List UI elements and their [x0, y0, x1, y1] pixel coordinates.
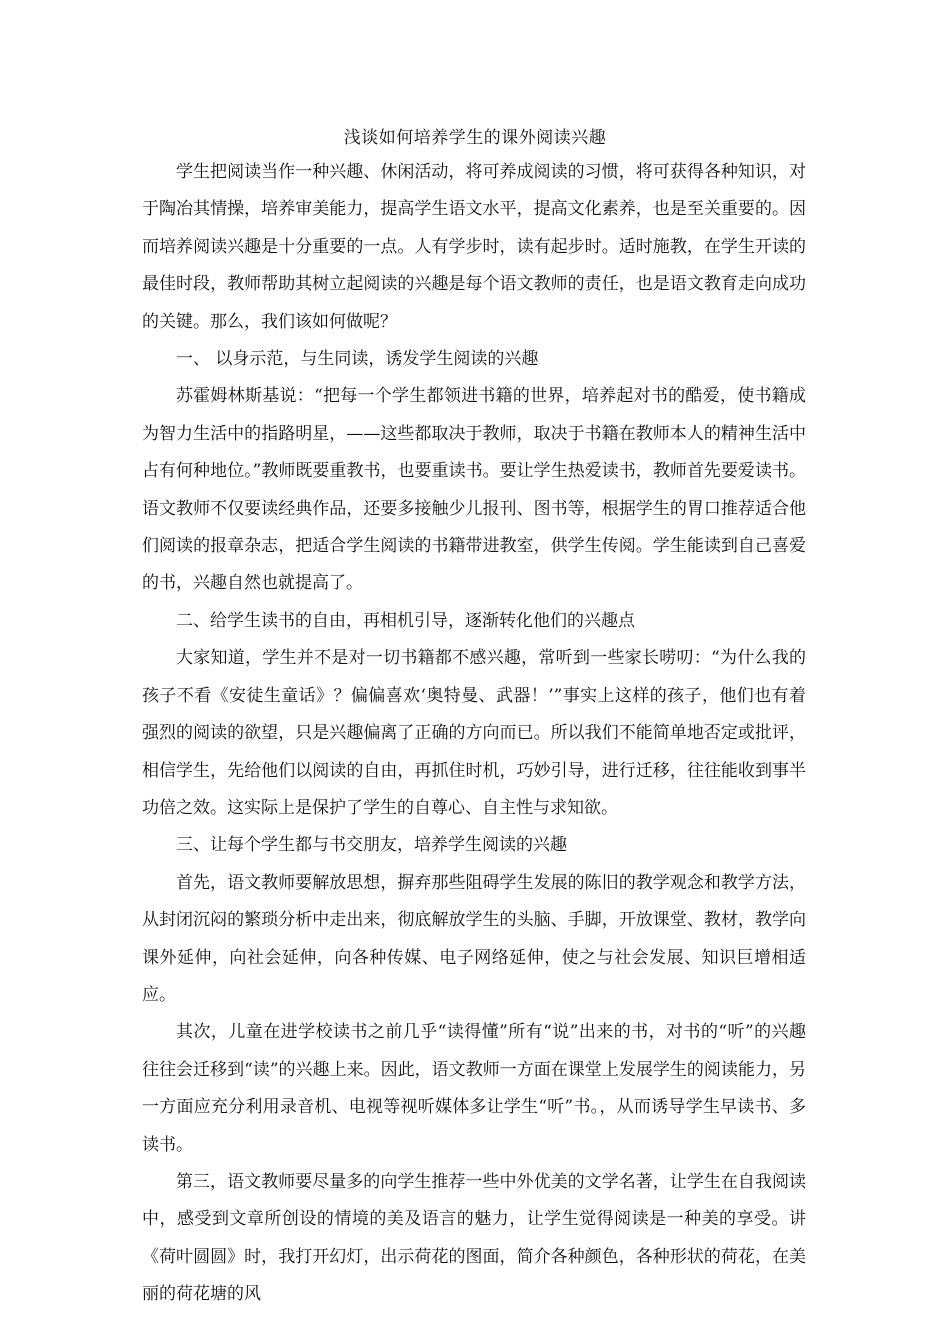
- document-body: [142, 154, 806, 1314]
- section-1-paragraph: 苏霍姆林斯基说：“把每一个学生都领进书籍的世界，培养起对书的酷爱，使书籍成为智力生活中的指路明星，——这些都取决于教师，取决于书籍在教师本人的精神生活中占有何种地位。”教师既要重教书，也要重读书。要让学生热爱读书，教师首先要爱读书。语文教师不仅要读经典作品，还要多接触少儿报刊、图书等，根据学生的胃口推荐适合他们阅读的报章杂志，把适合学生阅读的书籍带进教室，供学生传阅。学生能读到自己喜爱的书，兴趣自然也就提高了。: [142, 386, 806, 594]
- section-heading-3: 三、让每个学生都与书交朋友，培养学生阅读的兴趣: [176, 835, 567, 856]
- section-2-paragraph: 大家知道，学生并不是对一切书籍都不感兴趣，常听到一些家长唠叨：“为什么我的孩子不看《安徒生童话》？偏偏喜欢‘奥特曼、武器！’”事实上这样的孩子，他们也有着强烈的阅读的欲望，只是兴趣偏离了正确的方向而已。所以我们不能简单地否定或批评，相信学生，先给他们以阅读的自由，再抓住时机，巧妙引导，进行迁移，往往能收到事半功倍之效。这实际上是保护了学生的自尊心、自主性与求知欲。: [142, 648, 806, 818]
- section-3-paragraph-third: 第三，语文教师要尽量多的向学生推荐一些中外优美的文学名著，让学生在自我阅读中，感受到文章所创设的情境的美及语言的魅力，让学生觉得阅读是一种美的享受。讲《荷叶圆圆》时，我打开幻灯，出示荷花的图面，简介各种颜色，各种形状的荷花，在美丽的荷花塘的风: [142, 1171, 806, 1305]
- intro-paragraph: 学生把阅读当作一种兴趣、休闲活动，将可养成阅读的习惯，将可获得各种知识，对于陶冶其情操，培养审美能力，提高学生语文水平，提高文化素养，也是至关重要的。因而培养阅读兴趣是十分重要的一点。人有学步时，读有起步时。适时施教，在学生开读的最佳时段，教师帮助其树立起阅读的兴趣是每个语文教师的责任，也是语文教育走向成功的关键。那么，我们该如何做呢？: [142, 162, 806, 332]
- section-3-paragraph-second: 其次，儿童在进学校读书之前几乎“读得懂”所有“说”出来的书，对书的“听”的兴趣往往会迁移到“读”的兴趣上来。因此，语文教师一方面在课堂上发展学生的阅读能力，另一方面应充分利用录音机、电视等视听媒体多让学生“听”书。，从而诱导学生早读书、多读书。: [142, 1022, 806, 1155]
- section-heading-1: 一、 以身示范，与生同读，诱发学生阅读的兴趣: [176, 349, 539, 370]
- document-title: 浅谈如何培养学生的课外阅读兴趣: [343, 128, 607, 148]
- section-heading-2: 二、给学生读书的自由，再相机引导，逐渐转化他们的兴趣点: [176, 610, 635, 631]
- section-3-paragraph-first: 首先，语文教师要解放思想，摒弃那些阻碍学生发展的陈旧的教学观念和教学方法，从封闭沉闷的繁琐分析中走出来，彻底解放学生的头脑、手脚，开放课堂、教材，教学向课外延伸，向社会延伸，向各种传媒、电子网络延伸，使之与社会发展、知识巨增相适应。: [142, 872, 806, 1005]
